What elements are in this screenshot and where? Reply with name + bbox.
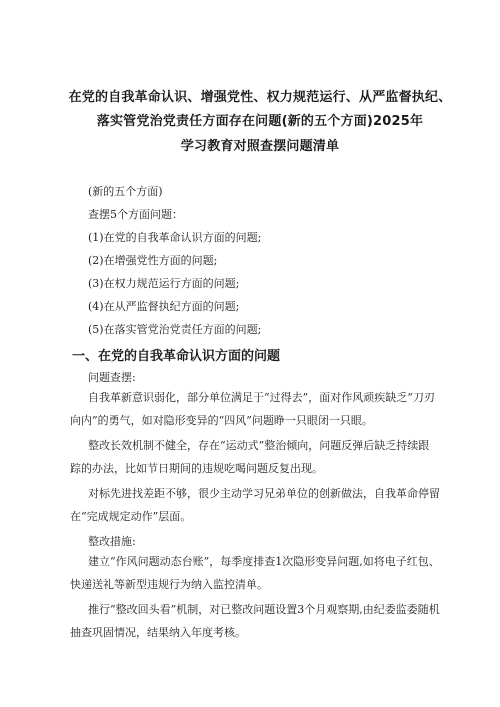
- document-title-line-1: 在党的自我革命认识、增强党性、权力规范运行、从严监督执纪、: [68, 90, 452, 105]
- intro-item: (4)在从严监督执纪方面的问题;: [88, 300, 240, 313]
- intro-item: (1)在党的自我革命认识方面的问题;: [88, 231, 262, 244]
- problem-paragraph: 整改长效机制不健全，存在“运动式”整治倾向，问题反弹后缺乏持续跟踪的办法，比如节日期间的违规吃喝问题反复出现。: [70, 439, 430, 475]
- section-heading: 一、在党的自我革命认识方面的问题: [72, 349, 281, 364]
- intro-item: (2)在增强党性方面的问题;: [88, 254, 218, 267]
- document-title-line-3: 学习教育对照查摆问题清单: [180, 139, 340, 154]
- problem-paragraph: 对标先进找差距不够，很少主动学习兄弟单位的创新做法，自我革命停留在“完成规定动作”层面。: [70, 487, 440, 523]
- problems-label: 问题查摆:: [88, 371, 136, 384]
- intro-item: (3)在权力规范运行方面的问题;: [88, 277, 240, 290]
- intro-item: (5)在落实管党治党责任方面的问题;: [88, 323, 262, 336]
- measure-paragraph: 推行“整改回头看”机制，对已整改问题设置3个月观察期,由纪委监委随机抽查巩固情况，结果纳入年度考核。: [70, 603, 440, 639]
- intro-lead: 查摆5个方面问题：: [88, 208, 183, 221]
- measure-paragraph: 建立“作风问题动态台账”，每季度排查1次隐形变异问题,如将电子红包、快递送礼等新型违规行为纳入监控清单。: [70, 555, 440, 591]
- measures-label: 整改措施:: [88, 535, 136, 548]
- intro-label: (新的五个方面): [88, 185, 163, 198]
- problem-paragraph: 自我革新意识弱化，部分单位满足于“过得去”，面对作风顽疾缺乏“刀刃向内”的勇气，如对隐形变异的“四风”问题睁一只眼闭一只眼。: [70, 391, 435, 427]
- document-title-line-2: 落实管党治党责任方面存在问题(新的五个方面)2025年: [96, 114, 424, 129]
